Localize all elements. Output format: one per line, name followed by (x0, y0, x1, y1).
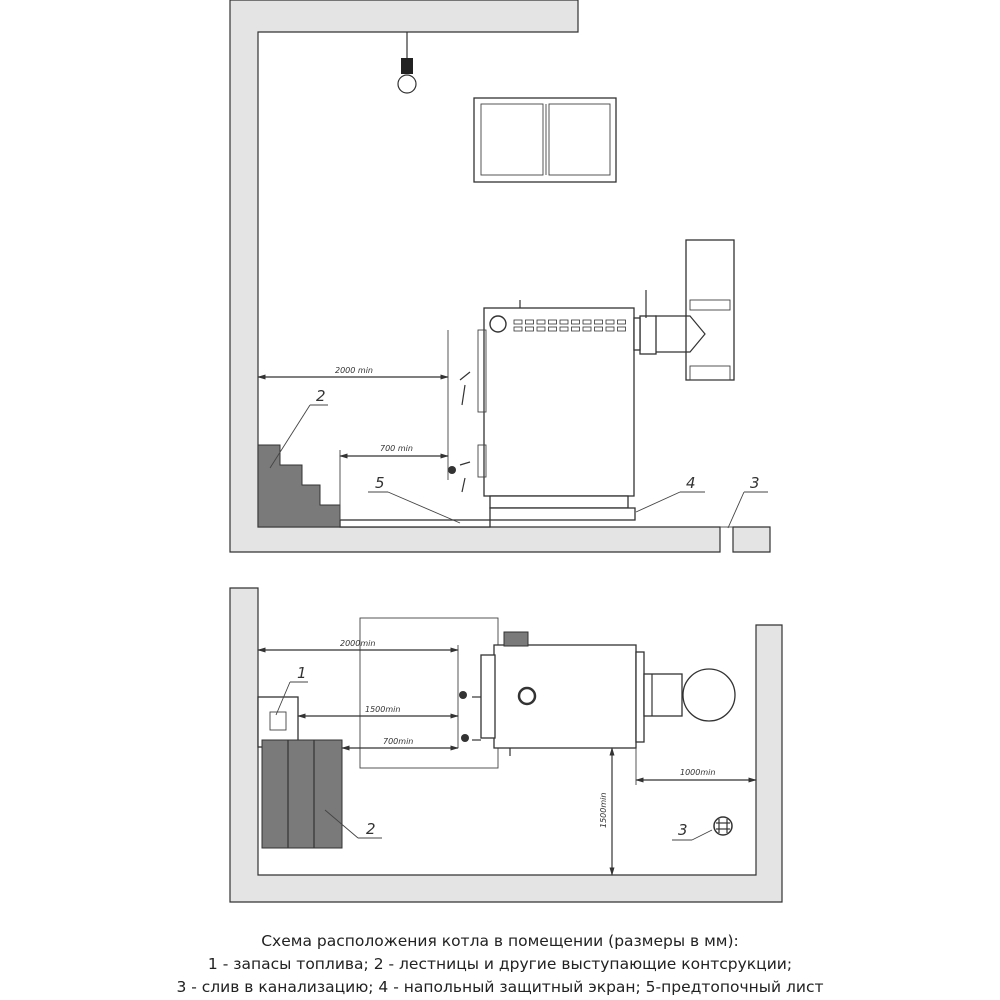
side-dim-2000: 2000 min (335, 366, 373, 375)
vent-slot (549, 327, 557, 331)
vent-slot (537, 327, 545, 331)
side-label-2: 2 (316, 387, 326, 405)
plan-dim-1500-vertical: 1500min (599, 792, 608, 828)
side-label-4: 4 (686, 474, 696, 492)
vent-slot (583, 320, 591, 324)
room-wall-side (230, 0, 720, 552)
vent-slot (583, 327, 591, 331)
vent-slot (560, 320, 568, 324)
vent-slot (526, 320, 534, 324)
vent-slot (572, 327, 580, 331)
vent-slot (526, 327, 534, 331)
window (474, 98, 616, 182)
stairs-plan (262, 740, 342, 848)
diagram-caption (0, 930, 1000, 999)
plan-dim-1000: 1000min (680, 768, 716, 777)
vent-slot (514, 320, 522, 324)
drain-grate-icon (714, 817, 732, 835)
side-dim-700: 700 min (380, 444, 413, 453)
plan-label-2: 2 (366, 820, 376, 838)
pre-fire-sheet (340, 520, 490, 527)
boiler-service-zone (360, 618, 498, 768)
plan-label-1: 1 (297, 664, 307, 682)
caption-line-1: Схема расположения котла в помещении (размеры в мм): (261, 932, 739, 950)
vent-slot (595, 320, 603, 324)
plan-dim-1500: 1500min (365, 705, 401, 714)
side-view (230, 0, 770, 552)
vent-slot (549, 320, 557, 324)
floor-protective-screen (490, 508, 635, 520)
vent-slot (572, 320, 580, 324)
side-label-3: 3 (750, 474, 760, 492)
plan-view (230, 588, 782, 902)
light-bulb-icon (398, 32, 416, 93)
boiler-top (459, 632, 735, 756)
vent-slot (595, 327, 603, 331)
side-label-5: 5 (375, 474, 385, 492)
plan-label-3: 3 (678, 821, 688, 839)
caption-line-3: 3 - слив в канализацию; 4 - напольный защитный экран; 5-предтопочный лист (176, 978, 824, 996)
vent-slot (514, 327, 522, 331)
plan-dim-2000: 2000min (340, 639, 376, 648)
caption-line-2: 1 - запасы топлива; 2 - лестницы и другие выступающие контсрукции; (207, 955, 793, 973)
stairs-side (258, 445, 340, 527)
plan-dim-700: 700min (383, 737, 414, 746)
vent-slot (618, 320, 626, 324)
vent-slot (560, 327, 568, 331)
vent-slot (606, 320, 614, 324)
chimney-pipe (640, 240, 734, 380)
vent-slot (606, 327, 614, 331)
floor-right-segment (733, 527, 770, 552)
vent-slot (537, 320, 545, 324)
boiler-side (448, 290, 646, 508)
vent-slot (618, 327, 626, 331)
